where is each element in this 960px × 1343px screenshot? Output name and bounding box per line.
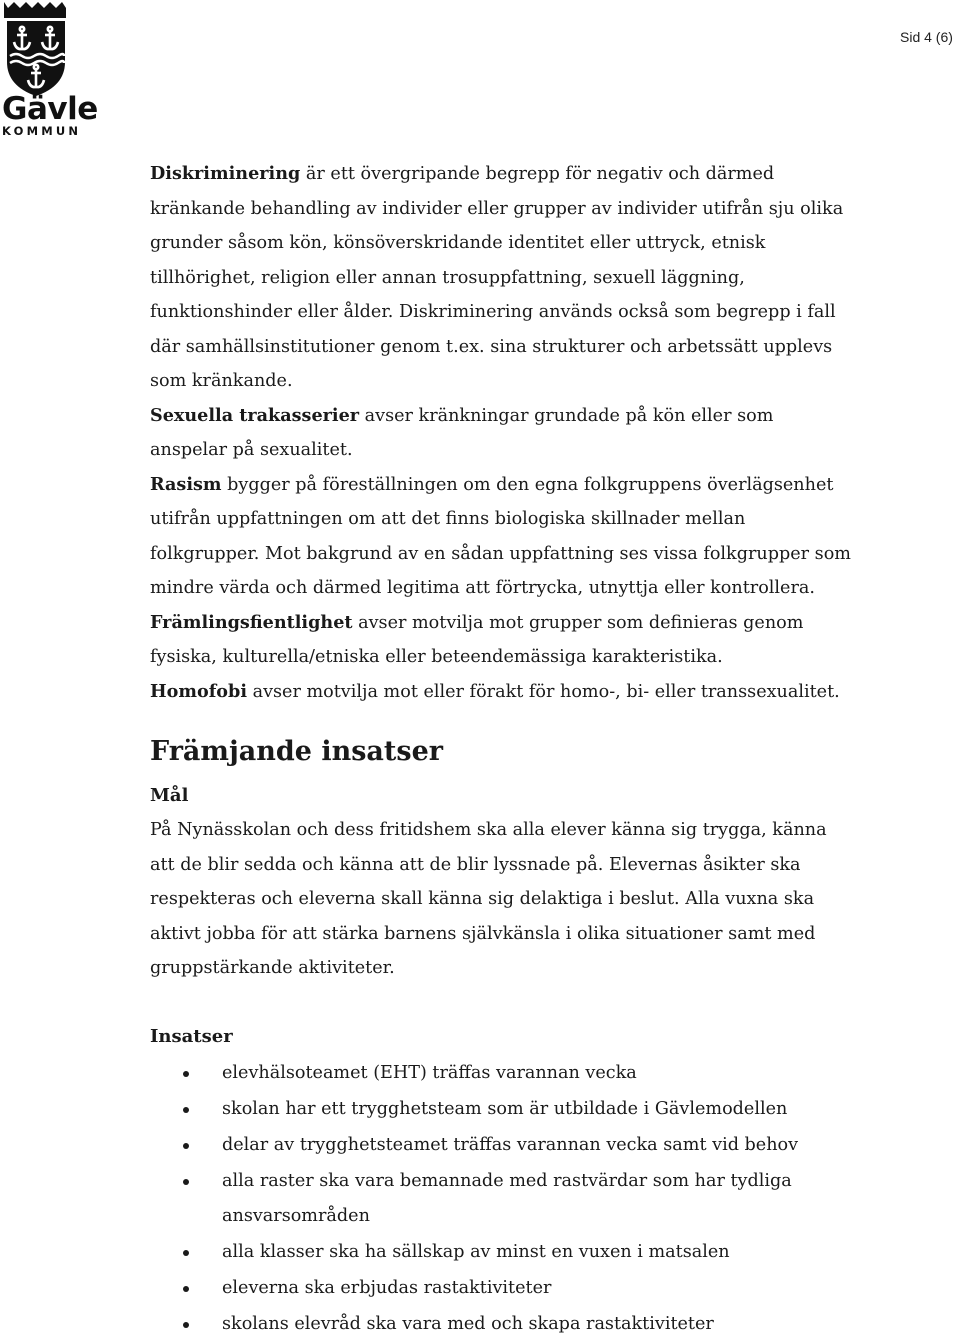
bullet-icon <box>183 1286 189 1292</box>
term-sexual-harassment: Sexuella trakasserier <box>150 404 360 426</box>
goal-text: På Nynässkolan och dess fritidshem ska alla elever känna sig trygga, känna att de blir sedda och känna att de blir lyssnade på. Elevernas åsikter ska respekteras och eleverna skall känna sig delaktiga i beslut. Alla vuxna ska aktivt jobba för att stärka barnens självkänsla i olika situationer samt med gruppstärkande aktiviteter. <box>150 820 827 978</box>
bullet-icon <box>183 1179 189 1185</box>
bullet-icon <box>183 1143 189 1149</box>
list-item <box>150 1092 855 1127</box>
definition-discrimination <box>150 157 855 399</box>
logo-name: Gävle <box>2 91 98 127</box>
term-homophobia: Homofobi <box>150 680 247 702</box>
actions-list <box>150 1056 855 1343</box>
list-item-text: skolans elevråd ska vara med och skapa rastaktiviteter <box>222 1314 714 1334</box>
definition-text: bygger på föreställningen om den egna folkgruppens överlägsenhet utifrån uppfattningen om att det finns biologiska skillnader mellan folkgrupper. Mot bakgrund av en sådan uppfattning ses vissa folkgrupper som mindre värda och därmed legitima att förtrycka, utnyttja eller kontrollera. <box>150 474 851 598</box>
definition-racism <box>150 468 855 606</box>
term-xenophobia: Främlingsfientlighet <box>150 611 353 633</box>
list-item-text: alla klasser ska ha sällskap av minst en vuxen i matsalen <box>222 1242 730 1262</box>
list-item-text: elevhälsoteamet (EHT) träffas varannan vecka <box>222 1063 637 1083</box>
coat-of-arms-icon <box>0 0 72 100</box>
list-item-text: alla raster ska vara bemannade med rastvärdar som har tydliga ansvarsområden <box>222 1171 792 1226</box>
list-item <box>150 1164 855 1234</box>
definition-sexual-harassment <box>150 399 855 468</box>
page-number: Sid 4 (6) <box>900 29 953 45</box>
list-item <box>150 1056 855 1091</box>
definition-xenophobia <box>150 606 855 675</box>
list-item <box>150 1128 855 1163</box>
list-item <box>150 1271 855 1306</box>
list-item-text: delar av trygghetsteamet träffas varannan vecka samt vid behov <box>222 1135 799 1155</box>
definition-text: avser kränkningar grundade på kön eller som anspelar på sexualitet. <box>150 405 774 460</box>
list-item-text: eleverna ska erbjudas rastaktiviteter <box>222 1278 552 1298</box>
list-item <box>150 1235 855 1270</box>
term-discrimination: Diskriminering <box>150 163 301 184</box>
bullet-icon <box>183 1322 189 1328</box>
list-item-text: skolan har ett trygghetsteam som är utbildade i Gävlemodellen <box>222 1099 788 1119</box>
definition-text: är ett övergripande begrepp för negativ och därmed kränkande behandling av individer eller grupper av individer utifrån sju olika grunder såsom kön, könsöverskridande identitet eller uttryck, etnisk tillhörighet, religion eller annan trosuppfattning, sexuell läggning, funktionshinder eller ålder. Diskriminering används också som begrepp i fall där samhällsinstitutioner genom t.ex. sina strukturer och arbetssätt upplevs som kränkande. <box>150 164 844 391</box>
definition-text: avser motvilja mot eller förakt för homo-, bi- eller transsexualitet. <box>247 681 840 702</box>
bullet-icon <box>183 1250 189 1256</box>
section-title: Främjande insatser <box>150 736 443 767</box>
bullet-icon <box>183 1107 189 1113</box>
logo-subtitle: KOMMUN <box>2 124 82 138</box>
definition-homophobia <box>150 675 855 710</box>
gavle-kommun-logo <box>0 0 98 140</box>
goal-heading: Mål <box>150 785 189 806</box>
actions-heading: Insatser <box>150 1026 233 1047</box>
term-racism: Rasism <box>150 473 222 495</box>
definition-text: avser motvilja mot grupper som definieras genom fysiska, kulturella/etniska eller beteendemässiga karakteristika. <box>150 612 804 667</box>
definitions-section <box>150 157 855 709</box>
bullet-icon <box>183 1071 189 1077</box>
